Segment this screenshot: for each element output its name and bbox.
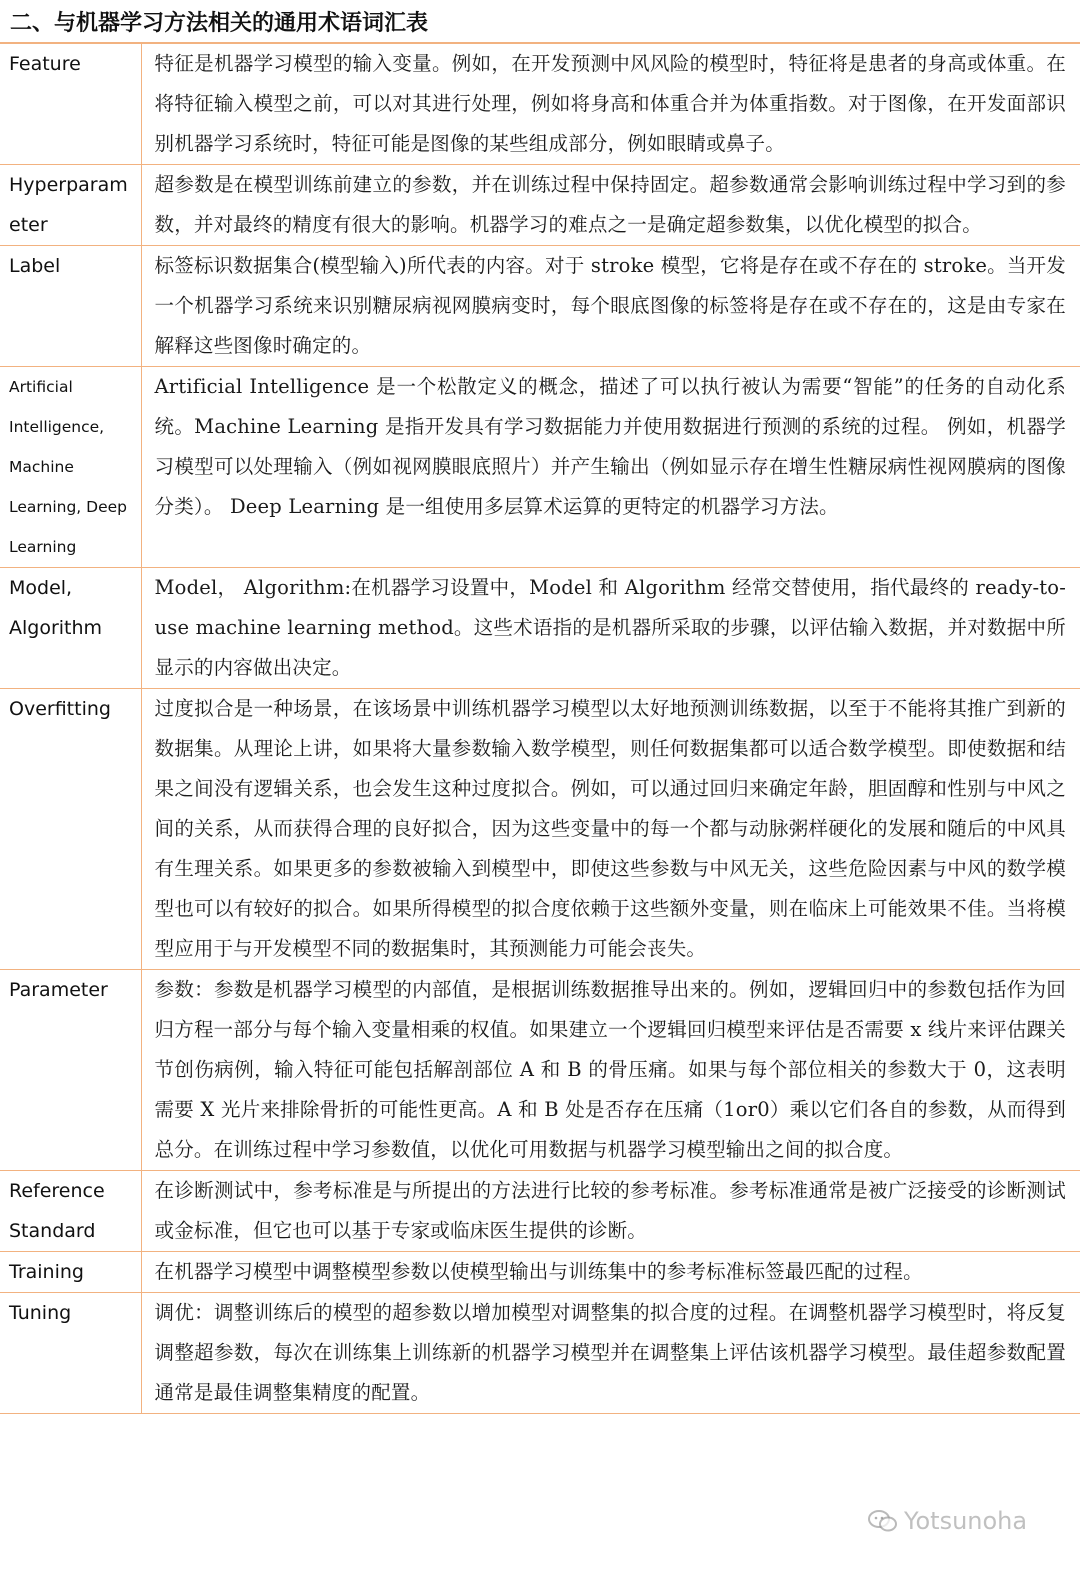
- term-cell: Reference Standard: [0, 1171, 141, 1252]
- table-row: [0, 689, 1080, 970]
- definition-cell: 在机器学习模型中调整模型参数以使模型输出与训练集中的参考标准标签最匹配的过程。: [141, 1252, 1080, 1293]
- definition-cell: Model， Algorithm:在机器学习设置中，Model 和 Algorithm 经常交替使用，指代最终的 ready-to-use machine learning method。这些术语指的是机器所采取的步骤，以评估输入数据，并对数据中所显示的内容做出决定。: [141, 568, 1080, 689]
- definition-cell: 标签标识数据集合(模型输入)所代表的内容。对于 stroke 模型，它将是存在或不存在的 stroke。当开发一个机器学习系统来识别糖尿病视网膜病变时，每个眼底图像的标签将是存在或不存在的，这是由专家在解释这些图像时确定的。: [141, 246, 1080, 367]
- table-row: [0, 367, 1080, 568]
- term-cell: Parameter: [0, 970, 141, 1171]
- table-row: [0, 246, 1080, 367]
- page-heading: 二、与机器学习方法相关的通用术语词汇表: [0, 0, 1080, 44]
- term-cell: Tuning: [0, 1293, 141, 1414]
- glossary-table: [0, 44, 1080, 1414]
- table-row: [0, 44, 1080, 165]
- term-cell: Model, Algorithm: [0, 568, 141, 689]
- table-row: [0, 1252, 1080, 1293]
- definition-cell: 过度拟合是一种场景，在该场景中训练机器学习模型以太好地预测训练数据，以至于不能将其推广到新的数据集。从理论上讲，如果将大量参数输入数学模型，则任何数据集都可以适合数学模型。即使数据和结果之间没有逻辑关系，也会发生这种过度拟合。例如，可以通过回归来确定年龄，胆固醇和性别与中风之间的关系，从而获得合理的良好拟合，因为这些变量中的每一个都与动脉粥样硬化的发展和随后的中风具有生理关系。如果更多的参数被输入到模型中，即使这些参数与中风无关，这些危险因素与中风的数学模型也可以有较好的拟合。如果所得模型的拟合度依赖于这些额外变量，则在临床上可能效果不佳。当将模型应用于与开发模型不同的数据集时，其预测能力可能会丧失。: [141, 689, 1080, 970]
- definition-cell: Artificial Intelligence 是一个松散定义的概念，描述了可以执行被认为需要“智能”的任务的自动化系统。Machine Learning 是指开发具有学习数据能力并使用数据进行预测的系统的过程。 例如，机器学习模型可以处理输入（例如视网膜眼底照片）并产生输出（例如显示存在增生性糖尿病性视网膜病的图像分类）。 Deep Learning 是一组使用多层算术运算的更特定的机器学习方法。: [141, 367, 1080, 568]
- table-row: [0, 1171, 1080, 1252]
- definition-cell: 调优：调整训练后的模型的超参数以增加模型对调整集的拟合度的过程。在调整机器学习模型时，将反复调整超参数，每次在训练集上训练新的机器学习模型并在调整集上评估该机器学习模型。最佳超参数配置通常是最佳调整集精度的配置。: [141, 1293, 1080, 1414]
- table-row: [0, 970, 1080, 1171]
- term-cell: Overfitting: [0, 689, 141, 970]
- term-cell: Training: [0, 1252, 141, 1293]
- table-row: [0, 165, 1080, 246]
- term-cell: Label: [0, 246, 141, 367]
- watermark: [868, 1504, 1048, 1538]
- term-cell: Hyperparam eter: [0, 165, 141, 246]
- definition-cell: 在诊断测试中，参考标准是与所提出的方法进行比较的参考标准。参考标准通常是被广泛接受的诊断测试或金标准，但它也可以基于专家或临床医生提供的诊断。: [141, 1171, 1080, 1252]
- table-row: [0, 568, 1080, 689]
- chat-bubbles-icon: [868, 1509, 898, 1533]
- definition-cell: 参数：参数是机器学习模型的内部值，是根据训练数据推导出来的。例如，逻辑回归中的参数包括作为回归方程一部分与每个输入变量相乘的权值。如果建立一个逻辑回归模型来评估是否需要 x 线片来评估踝关节创伤病例，输入特征可能包括解剖部位 A 和 B 的骨压痛。如果与每个部位相关的参数大于 0，这表明需要 X 光片来排除骨折的可能性更高。A 和 B 处是否存在压痛（1or0）乘以它们各自的参数，从而得到总分。在训练过程中学习参数值，以优化可用数据与机器学习模型输出之间的拟合度。: [141, 970, 1080, 1171]
- definition-cell: 超参数是在模型训练前建立的参数，并在训练过程中保持固定。超参数通常会影响训练过程中学习到的参数，并对最终的精度有很大的影响。机器学习的难点之一是确定超参数集，以优化模型的拟合。: [141, 165, 1080, 246]
- table-row: [0, 1293, 1080, 1414]
- term-cell: Feature: [0, 44, 141, 165]
- watermark-text: Yotsunoha: [904, 1507, 1028, 1535]
- term-cell: Artificial Intelligence, Machine Learning, Deep Learning: [0, 367, 141, 568]
- definition-cell: 特征是机器学习模型的输入变量。例如，在开发预测中风风险的模型时，特征将是患者的身高或体重。在将特征输入模型之前，可以对其进行处理，例如将身高和体重合并为体重指数。对于图像，在开发面部识别机器学习系统时，特征可能是图像的某些组成部分，例如眼睛或鼻子。: [141, 44, 1080, 165]
